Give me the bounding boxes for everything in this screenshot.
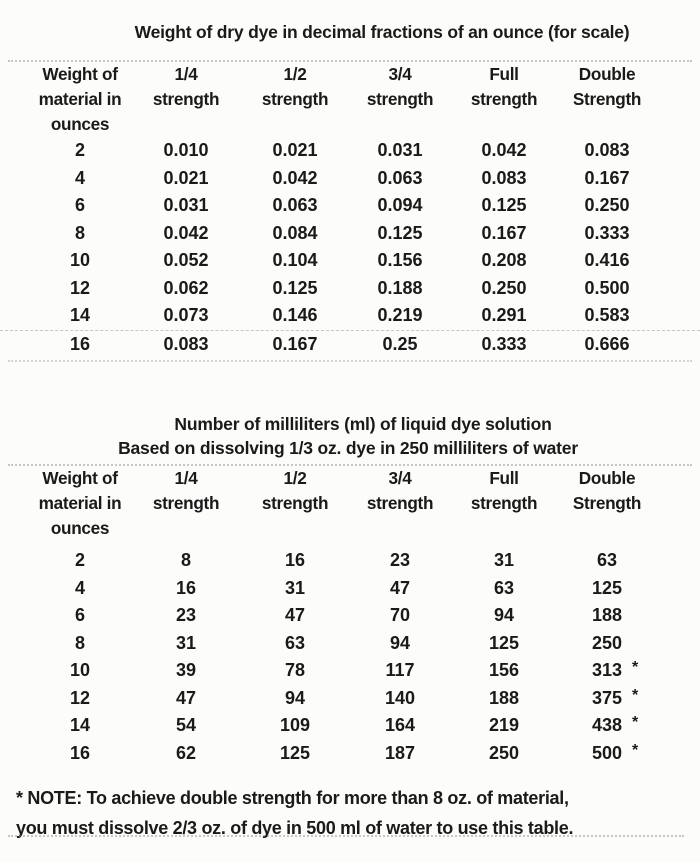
value-cell	[242, 165, 348, 193]
cell-value: 63	[284, 632, 306, 653]
cell-value: 125	[279, 742, 311, 763]
value-cell	[556, 630, 658, 658]
cell-value: 8	[74, 222, 85, 243]
ounces-cell	[30, 331, 130, 359]
value-cell	[242, 657, 348, 685]
value-cell	[242, 575, 348, 603]
value-cell	[452, 247, 556, 275]
cell-value: 0.416	[584, 250, 630, 270]
table-row	[0, 302, 700, 330]
value-cell	[556, 685, 658, 713]
column-header-line: Strength	[572, 89, 642, 109]
value-cell	[348, 331, 452, 359]
value-cell	[452, 137, 556, 165]
value-cell	[452, 302, 556, 330]
ounces-cell	[30, 220, 130, 248]
cell-value: 0.125	[377, 222, 423, 243]
column-header	[130, 466, 242, 541]
cell-value: 0.042	[163, 222, 209, 243]
column-header	[30, 62, 130, 137]
column-header-line: 1/4	[174, 64, 198, 84]
cell-value: 54	[175, 715, 197, 735]
column-header-line: Full	[489, 64, 519, 84]
value-cell	[242, 740, 348, 768]
table-row	[0, 630, 700, 658]
table-row	[0, 575, 700, 603]
cell-value: 219	[488, 715, 520, 735]
value-cell	[348, 275, 452, 303]
cell-value: 125	[591, 577, 623, 598]
column-header	[242, 62, 348, 137]
cell-value: 16	[175, 577, 197, 598]
ounces-cell	[30, 740, 130, 768]
value-cell	[348, 657, 452, 685]
cell-value: 375	[591, 687, 623, 708]
column-header-line: material in	[38, 493, 122, 513]
value-cell	[556, 192, 658, 220]
scan-divider	[8, 835, 684, 837]
column-header	[348, 62, 452, 137]
cell-value: 16	[69, 742, 91, 763]
column-header	[30, 466, 130, 541]
value-cell	[242, 331, 348, 359]
table-row	[0, 137, 700, 165]
value-cell	[348, 630, 452, 658]
value-cell	[556, 275, 658, 303]
footnote-line-2: you must dissolve 2/3 oz. of dye in 500 ml of water to use this table.	[16, 818, 574, 838]
value-cell	[452, 331, 556, 359]
cell-value: 10	[69, 660, 91, 680]
cell-value: 0.500	[584, 277, 630, 298]
cell-value: 0.208	[481, 250, 527, 270]
column-header	[556, 466, 658, 541]
cell-value: 0.156	[377, 250, 423, 270]
value-cell	[130, 547, 242, 575]
column-header-line: ounces	[50, 518, 110, 538]
cell-value: 23	[389, 550, 411, 570]
cell-value: 6	[74, 195, 85, 215]
value-cell	[348, 602, 452, 630]
cell-value: 0.167	[584, 167, 630, 188]
cell-value: 47	[175, 687, 197, 708]
cell-value: 0.062	[163, 277, 209, 298]
column-header-line: 1/4	[174, 468, 198, 488]
cell-value: 140	[384, 687, 416, 708]
cell-value: 0.083	[584, 140, 630, 160]
cell-value: 125	[488, 632, 520, 653]
cell-value: 10	[69, 250, 91, 270]
value-cell	[556, 137, 658, 165]
value-cell	[556, 302, 658, 330]
ounces-cell	[30, 685, 130, 713]
value-cell	[242, 275, 348, 303]
footnote-line-1: * NOTE: To achieve double strength for more than 8 oz. of material,	[16, 788, 569, 808]
cell-value: 0.021	[272, 140, 318, 160]
column-header	[452, 466, 556, 541]
table-row	[0, 192, 700, 220]
column-header-line: strength	[261, 493, 329, 513]
table-body	[0, 137, 700, 357]
cell-value: 117	[385, 660, 415, 680]
value-cell	[130, 575, 242, 603]
cell-value: 16	[69, 333, 91, 354]
cell-value: 250	[488, 742, 520, 763]
column-header-line: 1/2	[283, 468, 307, 488]
value-cell	[130, 165, 242, 193]
cell-value: 0.063	[272, 195, 318, 215]
column-header-line: Weight of	[42, 64, 118, 84]
value-cell	[130, 630, 242, 658]
ounces-cell	[30, 302, 130, 330]
value-cell	[556, 712, 658, 740]
ounces-cell	[30, 275, 130, 303]
cell-value: 47	[389, 577, 411, 598]
value-cell	[242, 630, 348, 658]
value-cell	[130, 740, 242, 768]
cell-value: 0.250	[481, 277, 527, 298]
cell-value: 47	[284, 605, 306, 625]
header-row	[0, 62, 700, 137]
table-row	[0, 685, 700, 713]
cell-value: 0.042	[481, 140, 527, 160]
value-cell	[242, 547, 348, 575]
table-row	[0, 247, 700, 275]
cell-value: 94	[284, 687, 306, 708]
value-cell	[556, 602, 658, 630]
column-header-line: 3/4	[388, 468, 412, 488]
column-header-line: strength	[366, 89, 434, 109]
value-cell	[130, 602, 242, 630]
table-row	[0, 712, 700, 740]
value-cell	[130, 220, 242, 248]
cell-value: 0.104	[272, 250, 318, 270]
cell-value: 2	[74, 140, 85, 160]
cell-value: 31	[493, 550, 515, 570]
table-body	[0, 547, 700, 767]
cell-value: 164	[384, 715, 416, 735]
liquid-dye-table-title: Number of milliliters (ml) of liquid dye solution	[174, 414, 552, 434]
column-header	[242, 466, 348, 541]
cell-value: 0.188	[377, 277, 423, 298]
value-cell	[556, 165, 658, 193]
cell-value: 63	[493, 577, 515, 598]
value-cell	[130, 657, 242, 685]
ounces-cell	[30, 247, 130, 275]
value-cell	[242, 192, 348, 220]
dry-dye-table	[0, 62, 700, 357]
value-cell	[348, 712, 452, 740]
value-cell	[348, 220, 452, 248]
cell-value: 0.666	[584, 333, 630, 354]
ounces-cell	[30, 575, 130, 603]
cell-value: 0.063	[377, 167, 423, 188]
cell-value: 0.083	[163, 333, 209, 354]
ounces-cell	[30, 137, 130, 165]
ounces-cell	[30, 602, 130, 630]
double-strength-asterisk: *	[632, 714, 639, 731]
value-cell	[348, 192, 452, 220]
value-cell	[452, 685, 556, 713]
cell-value: 6	[74, 605, 85, 625]
value-cell	[130, 331, 242, 359]
cell-value: 63	[596, 550, 618, 570]
ounces-cell	[30, 630, 130, 658]
value-cell	[242, 302, 348, 330]
table-row	[0, 547, 700, 575]
column-header-line: Full	[489, 468, 519, 488]
cell-value: 0.219	[377, 305, 423, 325]
cell-value: 0.167	[481, 222, 527, 243]
value-cell	[452, 575, 556, 603]
value-cell	[556, 575, 658, 603]
cell-value: 0.083	[481, 167, 527, 188]
cell-value: 0.146	[272, 305, 318, 325]
cell-value: 187	[384, 742, 416, 763]
cell-value: 31	[284, 577, 306, 598]
table-row	[0, 165, 700, 193]
ounces-cell	[30, 547, 130, 575]
cell-value: 94	[493, 605, 515, 625]
column-header-line: strength	[366, 493, 434, 513]
column-header	[452, 62, 556, 137]
column-header-line: ounces	[50, 114, 110, 134]
value-cell	[348, 685, 452, 713]
header-row	[0, 466, 700, 541]
cell-value: 250	[591, 632, 623, 653]
value-cell	[130, 302, 242, 330]
value-cell	[556, 247, 658, 275]
column-header-line: material in	[38, 89, 122, 109]
column-header	[556, 62, 658, 137]
value-cell	[130, 712, 242, 740]
cell-value: 0.125	[481, 195, 527, 215]
cell-value: 8	[180, 550, 191, 570]
cell-value: 109	[279, 715, 311, 735]
table-row	[0, 275, 700, 303]
column-header-line: strength	[261, 89, 329, 109]
value-cell	[348, 575, 452, 603]
cell-value: 0.333	[584, 222, 630, 243]
ounces-cell	[30, 165, 130, 193]
cell-value: 94	[389, 632, 411, 653]
column-header-line: 3/4	[388, 64, 412, 84]
cell-value: 188	[591, 605, 623, 625]
cell-value: 438	[591, 715, 623, 735]
value-cell	[130, 192, 242, 220]
value-cell	[348, 302, 452, 330]
cell-value: 0.052	[163, 250, 209, 270]
column-header-line: Strength	[572, 493, 642, 513]
cell-value: 0.010	[163, 140, 209, 160]
column-header-line: Double	[578, 64, 636, 84]
cell-value: 500	[591, 742, 623, 763]
footnote	[0, 767, 700, 843]
ounces-cell	[30, 657, 130, 685]
cell-value: 12	[69, 687, 91, 708]
cell-value: 0.167	[272, 333, 318, 354]
cell-value: 39	[175, 660, 197, 680]
column-header-line: Weight of	[42, 468, 118, 488]
table-row	[0, 330, 700, 358]
cell-value: 0.333	[481, 333, 527, 354]
cell-value: 14	[69, 305, 91, 325]
cell-value: 313	[591, 660, 623, 680]
cell-value: 156	[488, 660, 520, 680]
column-header	[348, 466, 452, 541]
cell-value: 14	[69, 715, 91, 735]
value-cell	[348, 740, 452, 768]
column-header-line: strength	[152, 89, 220, 109]
value-cell	[452, 657, 556, 685]
cell-value: 0.250	[584, 195, 630, 215]
cell-value: 0.125	[272, 277, 318, 298]
value-cell	[556, 331, 658, 359]
table-row	[0, 602, 700, 630]
dry-dye-table-title: Weight of dry dye in decimal fractions of an ounce (for scale)	[134, 22, 630, 42]
value-cell	[130, 137, 242, 165]
cell-value: 8	[74, 632, 85, 653]
cell-value: 0.031	[163, 195, 209, 215]
column-header-line: strength	[152, 493, 220, 513]
cell-value: 0.084	[272, 222, 318, 243]
value-cell	[242, 712, 348, 740]
double-strength-asterisk: *	[632, 659, 639, 676]
value-cell	[348, 247, 452, 275]
liquid-dye-table	[0, 466, 700, 767]
value-cell	[348, 547, 452, 575]
value-cell	[452, 630, 556, 658]
column-header-line: 1/2	[283, 64, 307, 84]
cell-value: 16	[284, 550, 306, 570]
cell-value: 0.094	[377, 195, 423, 215]
cell-value: 0.021	[163, 167, 209, 188]
column-header-line: strength	[470, 89, 538, 109]
double-strength-asterisk: *	[632, 686, 639, 704]
cell-value: 12	[69, 277, 91, 298]
ounces-cell	[30, 712, 130, 740]
cell-value: 23	[175, 605, 197, 625]
column-header-line: strength	[470, 493, 538, 513]
value-cell	[556, 220, 658, 248]
cell-value: 2	[74, 550, 85, 570]
value-cell	[452, 602, 556, 630]
value-cell	[242, 220, 348, 248]
cell-value: 0.583	[584, 305, 630, 325]
value-cell	[130, 275, 242, 303]
value-cell	[242, 685, 348, 713]
cell-value: 70	[389, 605, 411, 625]
value-cell	[348, 165, 452, 193]
table-row	[0, 657, 700, 685]
value-cell	[452, 740, 556, 768]
cell-value: 0.031	[377, 140, 423, 160]
liquid-dye-table-subtitle: Based on dissolving 1/3 oz. dye in 250 milliliters of water	[118, 438, 578, 458]
value-cell	[348, 137, 452, 165]
double-strength-asterisk: *	[632, 741, 639, 759]
cell-value: 31	[175, 632, 197, 653]
cell-value: 0.042	[272, 167, 318, 188]
value-cell	[452, 192, 556, 220]
column-header	[130, 62, 242, 137]
cell-value: 0.291	[481, 305, 527, 325]
cell-value: 4	[74, 167, 85, 188]
value-cell	[452, 165, 556, 193]
value-cell	[242, 602, 348, 630]
cell-value: 0.073	[163, 305, 209, 325]
value-cell	[452, 547, 556, 575]
value-cell	[452, 220, 556, 248]
value-cell	[242, 247, 348, 275]
cell-value: 4	[74, 577, 85, 598]
table-row	[0, 740, 700, 768]
table-row	[0, 220, 700, 248]
column-header-line: Double	[578, 468, 636, 488]
value-cell	[130, 247, 242, 275]
scan-divider	[8, 360, 692, 362]
cell-value: 188	[488, 687, 520, 708]
value-cell	[556, 657, 658, 685]
ounces-cell	[30, 192, 130, 220]
value-cell	[452, 275, 556, 303]
value-cell	[242, 137, 348, 165]
value-cell	[130, 685, 242, 713]
cell-value: 0.25	[382, 333, 418, 354]
value-cell	[452, 712, 556, 740]
value-cell	[556, 547, 658, 575]
cell-value: 78	[284, 660, 306, 680]
cell-value: 62	[175, 742, 197, 763]
value-cell	[556, 740, 658, 768]
